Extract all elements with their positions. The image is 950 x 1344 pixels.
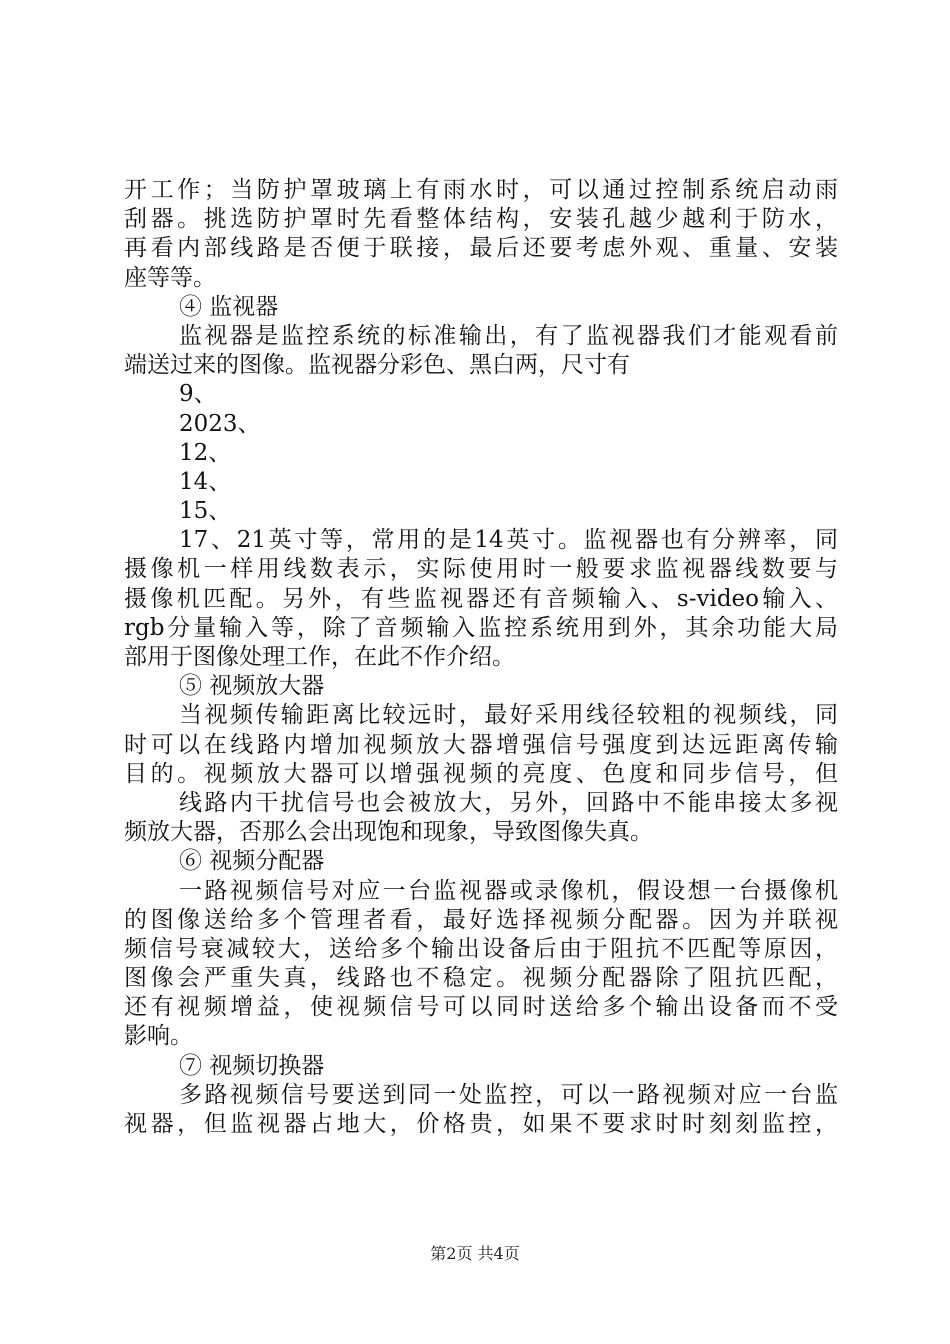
text-line: ④ 监视器 (179, 293, 279, 320)
text-line: 15、 (179, 498, 232, 525)
text-line: 时可以在线路内增加视频放大器增强信号强度到达远距离传输 (124, 731, 838, 758)
text-line: 的图像送给多个管理者看，最好选择视频分配器。因为并联视 (124, 906, 838, 933)
text-line: rgb分量输入等，除了音频输入监控系统用到外，其余功能大局 (124, 614, 838, 641)
text-line: 开工作；当防护罩玻璃上有雨水时，可以通过控制系统启动雨 (124, 177, 838, 203)
text-line: 线路内干扰信号也会被放大，另外，回路中不能串接太多视 (179, 789, 838, 816)
text-line: 部用于图像处理工作，在此不作介绍。 (124, 644, 515, 670)
text-line: 一路视频信号对应一台监视器或录像机，假设想一台摄像机 (179, 877, 838, 904)
text-line: 17、21英寸等，常用的是14英寸。监视器也有分辨率，同 (179, 527, 838, 554)
page-number-label: 第2页 共4页 (430, 1244, 520, 1263)
text-line: 端送过来的图像。监视器分彩色、黑白两，尺寸有 (124, 352, 630, 379)
text-line: 2023、 (179, 410, 261, 437)
document-body (124, 176, 838, 1139)
text-line: 影响。 (124, 1023, 193, 1050)
text-line: 9、 (179, 381, 217, 408)
text-line: ⑦ 视频切换器 (179, 1052, 325, 1079)
text-line: 刮器。挑选防护罩时先看整体结构，安装孔越少越利于防水， (124, 206, 838, 233)
text-line: 多路视频信号要送到同一处监控，可以一路视频对应一台监 (179, 1081, 838, 1108)
text-line: ⑥ 视频分配器 (179, 848, 325, 875)
text-line: 座等等。 (124, 264, 216, 291)
text-line: 14、 (179, 468, 232, 495)
text-line: 频放大器，否那么会出现饱和现象，导致图像失真。 (124, 819, 653, 846)
text-line: ⑤ 视频放大器 (179, 673, 325, 700)
text-line: 监视器是监控系统的标准输出，有了监视器我们才能观看前 (179, 322, 838, 349)
text-line: 目的。视频放大器可以增强视频的亮度、色度和同步信号，但 (124, 760, 838, 787)
text-line: 摄像机一样用线数表示，实际使用时一般要求监视器线数要与 (124, 556, 838, 583)
text-line: 还有视频增益，使视频信号可以同时送给多个输出设备而不受 (124, 994, 838, 1021)
text-line: 当视频传输距离比较远时，最好采用线径较粗的视频线，同 (179, 702, 838, 729)
page-footer (0, 1244, 950, 1264)
text-line: 12、 (179, 439, 232, 466)
text-line: 频信号衰减较大，送给多个输出设备后由于阻抗不匹配等原因， (124, 935, 838, 962)
text-line: 视器，但监视器占地大，价格贵，如果不要求时时刻刻监控， (124, 1111, 838, 1137)
text-line: 摄像机匹配。另外，有些监视器还有音频输入、s-video输入、 (124, 585, 838, 612)
text-line: 图像会严重失真，线路也不稳定。视频分配器除了阻抗匹配， (124, 965, 838, 992)
text-line: 再看内部线路是否便于联接，最后还要考虑外观、重量、安装 (124, 235, 838, 262)
